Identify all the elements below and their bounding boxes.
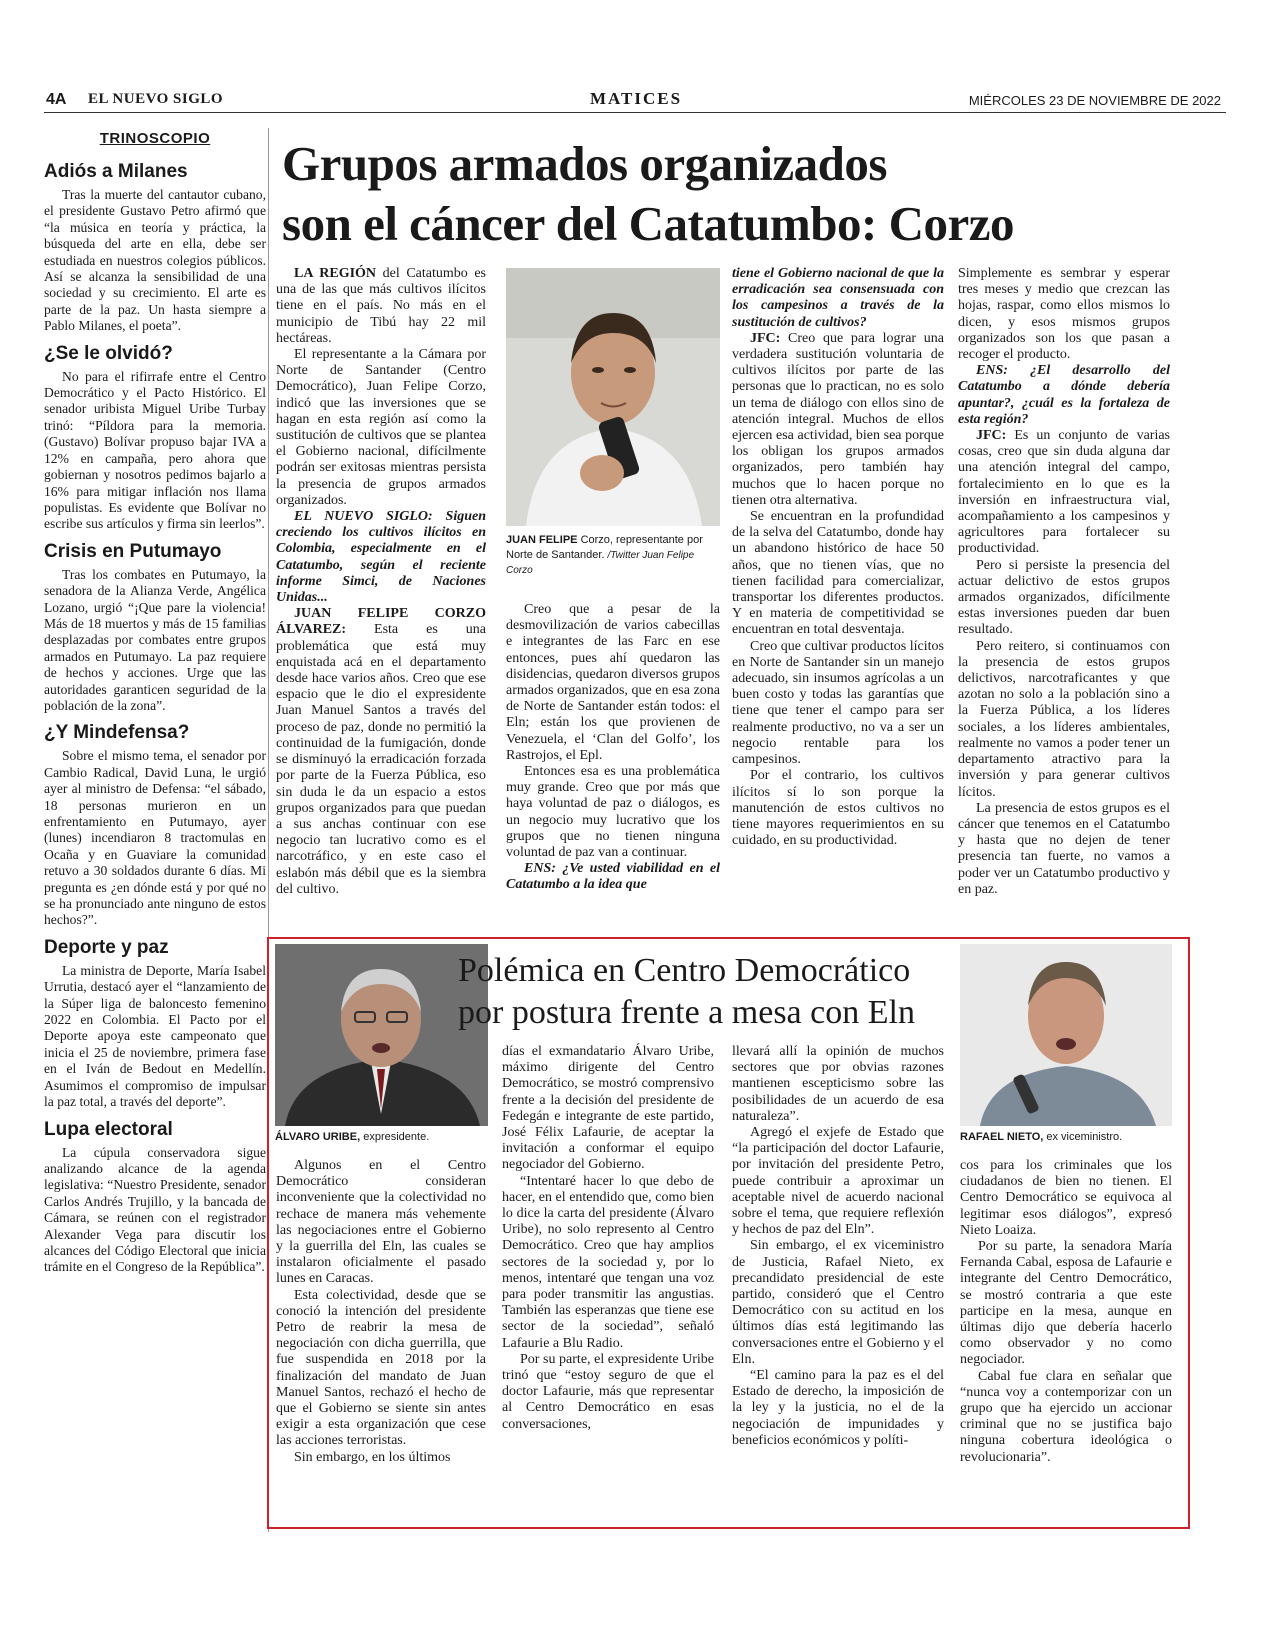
sidebar-item-body: Tras los combates en Putumayo, la senadora de la Alianza Verde, Angélica Lozano, urgió “¡Que pare la violencia! Más de 18 muertos y más de 15 familias desplazadas por combates entre grupos armados en Putumayo. La paz requiere de hechos y acciones. Urge que las autoridades garanticen seguridad de la población de la zona”.: [44, 566, 266, 713]
nieto-portrait-image: [960, 944, 1172, 1126]
uribe-photo: [275, 944, 488, 1126]
paragraph: Esta colectividad, desde que se conoció la intención del presidente Petro de reabrir la mesa de negociación con dicha guerrilla, que fue suspendida en 2018 por la finalización del mandato de Juan Manuel Santos, rechazó el hecho de que el Gobierno se siente sin antes exigir a esta organización que cese las acciones terroristas.: [276, 1287, 486, 1449]
sidebar-items: [44, 161, 266, 1276]
article2-headline-line-1: Polémica en Centro Democrático: [458, 952, 911, 989]
nieto-photo-caption: RAFAEL NIETO, ex viceministro.: [960, 1131, 1123, 1143]
main-headline: [282, 134, 1162, 254]
sidebar-item-body: Tras la muerte del cantautor cubano, el presidente Gustavo Petro afirmó que “la música en teoría y práctica, la búsqueda del arte en ella, debe ser estudiada en nuestros colegios públicos. Así se alcanza la sensibilidad de una sociedad y su crecimiento. El arte es parte de la paz. Un hasta siempre a Pablo Milanes, el poeta”.: [44, 187, 266, 334]
sidebar-item-body: La cúpula conservadora sigue analizando alcance de la agenda legislativa: “Nuestro Presidente, senador Carlos Andrés Trujillo, y la bancada de Cámara, se reúnen con el registrador Alexander Vega para discutir los alcances del Código Electoral que inicia trámite en el Congreso de la República”.: [44, 1144, 266, 1275]
nieto-photo: [960, 944, 1172, 1126]
paragraph: ENS: ¿Ve usted viabilidad en el Catatumbo a la idea que: [506, 861, 720, 893]
sidebar-item-body: La ministra de Deporte, María Isabel Urrutia, destacó ayer el “lanzamiento de la Súper liga de baloncesto femenino 2022 en Colombia. El Pacto por el Deporte apoya este campeonato que inicia el 25 de noviembre, primera fase en el Iván de Bedout en Medellín. Asumimos el compromiso de impulsar la paz total, a través del deporte”.: [44, 962, 266, 1110]
paragraph: JFC: Creo que para lograr una verdadera sustitución voluntaria de cultivos ilícitos por parte de las personas que lo practican, no es solo un tema de diálogo con ellos sino de atención integral. Muchos de ellos ejercen esa actividad, bien sea porque los obligan los grupos armados organizados, pero también hay muchos que lo hacen porque no tienen otra alternativa.: [732, 330, 944, 508]
paragraph: llevará allí la opinión de muchos sectores que por obvias razones mantienen escepticismo sobre las posibilidades de un acuerdo de esa naturaleza”.: [732, 1044, 944, 1124]
paragraph: Por su parte, el expresidente Uribe trinó que “estoy seguro de que el doctor Lafaurie, más que representar al Centro Democrático en esas conversaciones,: [502, 1351, 714, 1432]
article2-headline-line-2: por postura frente a mesa con Eln: [458, 994, 915, 1031]
paragraph: Cabal fue clara en señalar que “nunca voy a contemporizar con un grupo que ha ejercido un accionar criminal que no se justifica bajo ninguna cobertura ideológica o revolucionaria”.: [960, 1368, 1172, 1465]
paragraph: El representante a la Cámara por Norte de Santander (Centro Democrático), Juan Felipe Corzo, indicó que las inversiones que se hagan en esta región así como la sustitución de cultivos que se plantea el Gobierno nacional, difícilmente podrán ser exitosas mientras persista la presencia de grupos armados organizados.: [276, 347, 486, 508]
main-headline-line-2: son el cáncer del Catatumbo: Corzo: [282, 196, 1014, 251]
sidebar-item-heading: Lupa electoral: [44, 1118, 173, 1140]
article2-headline: [458, 950, 978, 1034]
paragraph: Por su parte, la senadora María Fernanda Cabal, esposa de Lafaurie e integrante del Centro Democrático, se mostró contraria a que este participe en la mesa, aunque en últimas dijo que debería hacerlo como observador y no como negociador.: [960, 1239, 1172, 1368]
paragraph: cos para los criminales que los ciudadanos de bien no tienen. El Centro Democrático se equivoca al legitimar esos diálogos”, expresó Nieto Loaiza.: [960, 1158, 1172, 1238]
corzo-photo: [506, 268, 720, 526]
paragraph: Creo que a pesar de la desmovilización de varios cabecillas e integrantes de las Farc en ese entonces, pues ahí quedaron las disidencias, quedaron diversos grupos armados organizados, que en esa zona de Norte de Santander están todos: el Eln; están los que provienen de Venezuela, el ‘Clan del Golfo’, los Rastrojos, el Epl.: [506, 602, 720, 763]
page-number: 4A: [46, 91, 67, 108]
article2-column-3: [732, 1044, 944, 1449]
header-rule: [44, 112, 1226, 113]
paragraph: Entonces esa es una problemática muy grande. Creo que por más que haya voluntad de paz o diálogos, es un negocio muy lucrativo que los grupos que no tienen ninguna voluntad de paz van a continuar.: [506, 764, 720, 861]
paragraph: Sin embargo, en los últimos: [294, 1449, 451, 1465]
paragraph: Pero reitero, si continuamos con la presencia de estos grupos delictivos, narcotraficantes y que azotan no solo a la población sino a la Fuerza Pública, a los líderes sociales, a los líderes ambientales, realmente no vamos a poder tener un departamento atractivo para la inversión y para generar cultivos lícitos.: [958, 638, 1170, 800]
paragraph: Se encuentran en la profundidad de la selva del Catatumbo, donde hay un abandono histórico de hace 50 años, que no tienen vías, que no tienen facilidad para comercializar, transportar los diferentes productos. Y en materia de competitividad se encuentran en total desventaja.: [732, 509, 944, 638]
paragraph: ENS: ¿El desarrollo del Catatumbo a dónde debería apuntar?, ¿cuál es la fortaleza de esta región?: [958, 363, 1170, 427]
issue-date: MIÉRCOLES 23 DE NOVIEMBRE DE 2022: [968, 93, 1221, 108]
sidebar-item-heading: ¿Y Mindefensa?: [44, 722, 190, 744]
paragraph: Sin embargo, el ex viceministro de Justicia, Rafael Nieto, ex precandidato presidencial de este partido, consideró que el Centro Democrático con su actitud en los últimos días está legitimando las conversaciones entre el Gobierno y el Eln.: [732, 1238, 944, 1367]
article2-column-2: [502, 1044, 714, 1433]
article1-column-1: [276, 266, 486, 898]
paragraph: JFC: Es un conjunto de varias cosas, creo que sin duda alguna dar una atención integral del campo, fortalecimiento en lo que es la inversión en infraestructura vial, acompañamiento a los campesinos y agricultores para fortalecer su productividad.: [958, 428, 1170, 557]
paragraph: Por el contrario, los cultivos ilícitos sí lo son porque la manutención de estos cultivos no tiene mayores requerimientos en su cuidado, en su productividad.: [732, 768, 944, 849]
corzo-photo-caption: JUAN FELIPE Corzo, representante por Norte de Santander. /Twitter Juan Felipe Corzo: [506, 534, 703, 576]
sidebar-item-heading: Crisis en Putumayo: [44, 540, 222, 562]
paragraph: Simplemente es sembrar y esperar tres meses y medio que crezcan las hojas, raspar, como ellos mismos lo dicen, y esos mismos grupos organizados son los que pasan a recoger el producto.: [958, 266, 1170, 363]
paragraph: Agregó el exjefe de Estado que “la participación del doctor Lafaurie, por invitación del presidente Petro, puede contribuir a aproximar un aceptable nivel de acuerdo nacional sobre el tema, que requiere reflexión y hechos de paz del Eln”.: [732, 1125, 944, 1238]
paragraph: “Intentaré hacer lo que debo de hacer, en el entendido que, como bien lo dice la carta del presidente (Álvaro Uribe), no solo represento al Centro Democrático. Creo que hay amplios sectores de la sociedad y, por lo menos, intentaré que tengan una voz para poder transmitir las angustias. También las esperanzas que tiene ese sector de la sociedad”, señaló Lafaurie a Blu Radio.: [502, 1173, 714, 1351]
paragraph: tiene el Gobierno nacional de que la erradicación sea consensuada con los campesinos a través de la sustitución de cultivos?: [732, 266, 944, 330]
uribe-photo-caption: ÁLVARO URIBE, expresidente.: [275, 1131, 430, 1143]
article1-column-3: [732, 266, 944, 849]
uribe-portrait-image: [275, 944, 488, 1126]
sidebar-title: TRINOSCOPIO: [99, 130, 211, 147]
paragraph: Algunos en el Centro Democrático consideran inconveniente que la colectividad no rechace de manera más vehemente las negociaciones entre el Gobierno y la guerrilla del Eln, las cuales se instalaron oficialmente el pasado lunes en Caracas.: [276, 1158, 486, 1287]
sidebar-item-body: No para el rifirrafe entre el Centro Democrático y el Pacto Histórico. El senador uribista Miguel Uribe Turbay trinó: “Píldora para la memoria. (Gustavo) Bolívar propuso bajar IVA a 12% en campaña, pero ahora que gobiernan y nosotros pedimos bajarlo a 16% para mitigar inflación nos llama populistas. Es evidente que Bolívar no escribe sus artículos y firma sin leerlos”.: [44, 368, 266, 532]
paragraph: días el exmandatario Álvaro Uribe, máximo dirigente del Centro Democrático, se mostró comprensivo frente a la decisión del presidente de Fedegán e integrante de este partido, José Félix Lafaurie, de aceptar la invitación a conformar el equipo negociador del Gobierno.: [502, 1044, 714, 1173]
sidebar-item-body: Sobre el mismo tema, el senador por Cambio Radical, David Luna, le urgió ayer al ministro de Defensa: “el sábado, 18 personas murieron en un enfrentamiento en Putumayo, ayer (lunes) incendiaron 8 tractomulas en Ocaña y en Guaviare la comunidad retuvo a 30 soldados durante 6 días. Mi pregunta es ¿en dónde está y por qué no se ha pronunciado ante ninguno de estos hechos?”.: [44, 748, 266, 928]
article2-column-4: [960, 1158, 1172, 1466]
corzo-portrait-image: [506, 268, 720, 526]
paragraph: JUAN FELIPE CORZO ÁLVAREZ: Esta es una problemática que está muy enquistada acá en el departamento desde hace varios años. Creo que ese espacio que le dio el expresidente Juan Manuel Santos a través del proceso de paz, donde no permitió la continuidad de la fumigación, donde se disminuyó la erradicación forzada por parte de la Fuerza Pública, eso sin duda le da un espacio a estos grupos organizados para que puedan a sus anchas continuar con ese negocio tan lucrativo como es el narcotráfico, y en este caso el eslabón más débil que es la siembra del cultivo.: [276, 606, 486, 897]
sidebar-trinoscopio: [44, 130, 266, 1276]
article1-column-4: [958, 266, 1170, 898]
paragraph: La presencia de estos grupos es el cáncer que tenemos en el Catatumbo y hasta que no dejen de tener presencia tan fuerte, no vamos a poder ver un Catatumbo productivo y en paz.: [958, 800, 1170, 897]
section-name: MATICES: [590, 89, 683, 108]
paragraph: “El camino para la paz es el del Estado de derecho, la imposición de la ley y la justicia, no el de la negociación de impunidades y beneficios económicos y políti-: [732, 1368, 944, 1448]
paragraph: Creo que cultivar productos lícitos en Norte de Santander sin un manejo adecuado, sin insumos agrícolas a un buen costo y todas las garantías que tiene que tener el campo para ser realmente productivo, no va a ser un negocio rentable para los campesinos.: [732, 638, 944, 768]
sidebar-item-heading: Deporte y paz: [44, 936, 169, 958]
paragraph: Pero si persiste la presencia del actuar delictivo de estos grupos armados organizados, difícilmente estas inversiones pueden dar buen resultado.: [958, 557, 1170, 638]
article1-column-2: [506, 602, 720, 894]
sidebar-item-heading: ¿Se le olvidó?: [44, 342, 173, 364]
paragraph: LA REGIÓN del Catatumbo es una de las que más cultivos ilícitos tiene en el país. No más en el municipio de Tibú hay 22 mil hectáreas.: [276, 266, 486, 346]
paragraph: EL NUEVO SIGLO: Siguen creciendo los cultivos ilícitos en Colombia, especialmente en el Catatumbo, según el reciente informe Simci, de Naciones Unidas...: [276, 509, 486, 606]
sidebar-item-heading: Adiós a Milanes: [44, 161, 188, 182]
newspaper-name: EL NUEVO SIGLO: [88, 91, 224, 107]
main-headline-line-1: Grupos armados organizados: [282, 136, 888, 191]
article2-column-1: [276, 1158, 486, 1466]
